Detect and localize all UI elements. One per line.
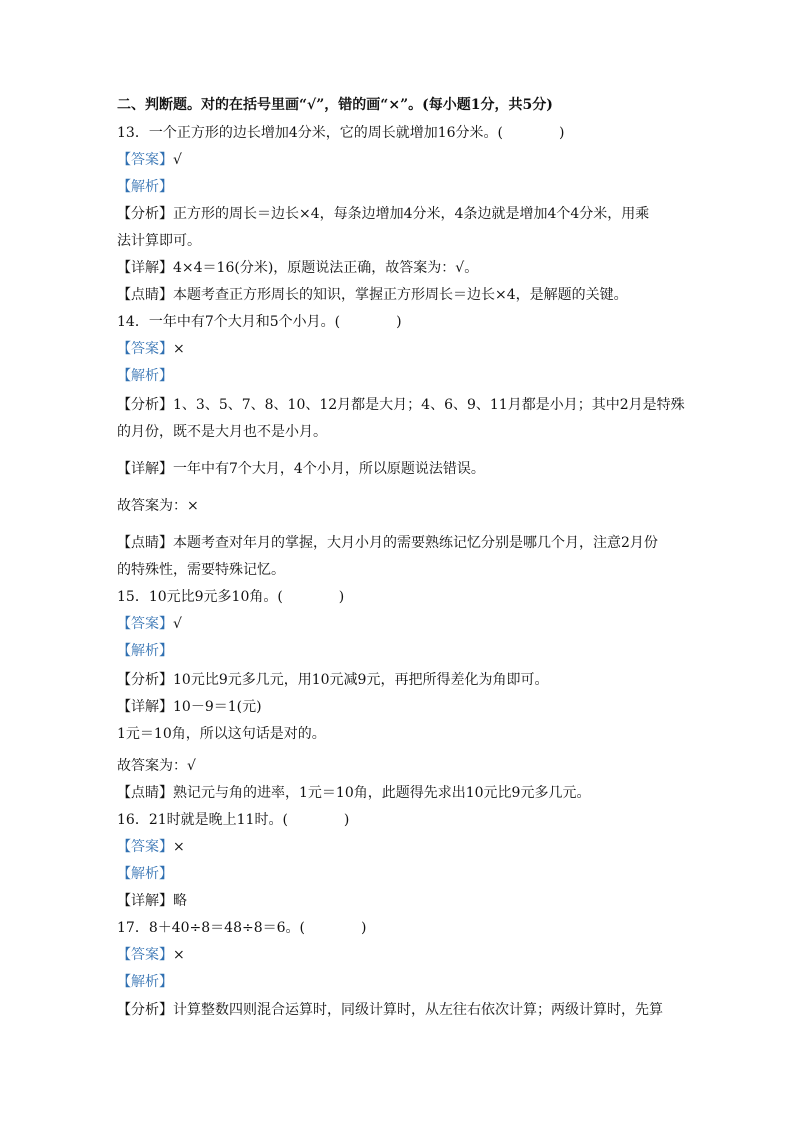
answer-tag: 【答案】: [117, 947, 173, 963]
question-17: 17．8＋40÷8＝48÷8＝6。( ): [117, 920, 367, 936]
dianjing-row-15: [117, 783, 590, 803]
dianjing-row-14: [117, 533, 658, 553]
xiangjie-row-13: [117, 258, 478, 278]
fenxi-text-17: 计算整数四则混合运算时，同级计算时，从左往右依次计算；两级计算时，先算: [173, 1002, 663, 1018]
conclusion-15: 故答案为：√: [117, 758, 196, 774]
answer-tag: 【答案】: [117, 616, 173, 632]
xiangjie-row-15: [117, 697, 262, 717]
xiangjie-row-14: [117, 459, 485, 479]
analysis-tag: 【解析】: [117, 643, 173, 659]
fenxi-text-14-line1: 1、3、5、7、8、10、12月都是大月；4、6、9、11月都是小月；其中2月是特殊: [173, 397, 685, 413]
question-15: 15．10元比9元多10角。( ): [117, 589, 345, 605]
analysis-tag-17: [117, 972, 173, 992]
answer-value-16: ×: [173, 839, 185, 855]
conclusion-14: 故答案为：×: [117, 498, 199, 514]
xiangjie-row-16: [117, 891, 187, 911]
fenxi-tag: 【分析】: [117, 397, 173, 413]
fenxi-tag: 【分析】: [117, 206, 173, 222]
question-13: 13．一个正方形的边长增加4分米，它的周长就增加16分米。( ): [117, 125, 565, 141]
fenxi-tag: 【分析】: [117, 1002, 173, 1018]
answer-row-17: [117, 945, 185, 965]
dianjing-text-13: 本题考查正方形周长的知识，掌握正方形周长＝边长×4，是解题的关键。: [173, 287, 628, 303]
fenxi-text-15: 10元比9元多几元，用10元减9元，再把所得差化为角即可。: [173, 672, 549, 688]
fenxi-row-13: [117, 204, 649, 224]
dianjing-text-15: 熟记元与角的进率，1元＝10角，此题得先求出10元比9元多几元。: [173, 785, 591, 801]
dianjing-tag: 【点睛】: [117, 535, 173, 551]
answer-row-15: [117, 614, 182, 634]
xiangjie-text-13: 4×4＝16(分米)，原题说法正确，故答案为：√。: [173, 260, 479, 276]
answer-tag: 【答案】: [117, 839, 173, 855]
analysis-tag: 【解析】: [117, 866, 173, 882]
xiangjie-tag: 【详解】: [117, 260, 173, 276]
fenxi-tag: 【分析】: [117, 672, 173, 688]
analysis-tag: 【解析】: [117, 179, 173, 195]
dianjing-tag: 【点睛】: [117, 785, 173, 801]
answer-row-14: [117, 339, 185, 359]
dianjing-text-14-line2: 的特殊性，需要特殊记忆。: [117, 562, 285, 578]
xiangjie-text-14: 一年中有7个大月，4个小月，所以原题说法错误。: [173, 461, 485, 477]
fenxi-text-13-line2: 法计算即可。: [117, 233, 201, 249]
xiangjie-text-16: 略: [173, 893, 187, 909]
dianjing-row-13: [117, 285, 628, 305]
fenxi-row-15: [117, 670, 548, 690]
analysis-tag-15: [117, 641, 173, 661]
analysis-tag-13: [117, 177, 173, 197]
xiangjie-tag: 【详解】: [117, 699, 173, 715]
answer-tag: 【答案】: [117, 341, 173, 357]
fenxi-text-14-line2: 的月份，既不是大月也不是小月。: [117, 424, 327, 440]
analysis-tag-16: [117, 864, 173, 884]
question-16: 16．21时就是晚上11时。( ): [117, 812, 350, 828]
answer-row-16: [117, 837, 185, 857]
fenxi-text-13-line1: 正方形的周长＝边长×4，每条边增加4分米，4条边就是增加4个4分米，用乘: [173, 206, 650, 222]
section-title: 二、判断题。对的在括号里画“√”，错的画“×”。(每小题1分，共5分): [117, 97, 553, 113]
dianjing-tag: 【点睛】: [117, 287, 173, 303]
fenxi-row-17: [117, 1000, 663, 1020]
xiangjie-text-15: 10－9＝1(元): [173, 699, 262, 715]
question-14: 14．一年中有7个大月和5个小月。( ): [117, 314, 402, 330]
analysis-tag-14: [117, 366, 173, 386]
line2-15: 1元＝10角，所以这句话是对的。: [117, 726, 326, 742]
answer-row-13: [117, 150, 182, 170]
answer-value-13: √: [173, 152, 182, 168]
answer-tag: 【答案】: [117, 152, 173, 168]
xiangjie-tag: 【详解】: [117, 893, 173, 909]
answer-value-17: ×: [173, 947, 185, 963]
answer-value-14: ×: [173, 341, 185, 357]
fenxi-row-14: [117, 395, 685, 415]
dianjing-text-14-line1: 本题考查对年月的掌握，大月小月的需要熟练记忆分别是哪几个月，注意2月份: [173, 535, 658, 551]
answer-value-15: √: [173, 616, 182, 632]
analysis-tag: 【解析】: [117, 368, 173, 384]
xiangjie-tag: 【详解】: [117, 461, 173, 477]
analysis-tag: 【解析】: [117, 974, 173, 990]
